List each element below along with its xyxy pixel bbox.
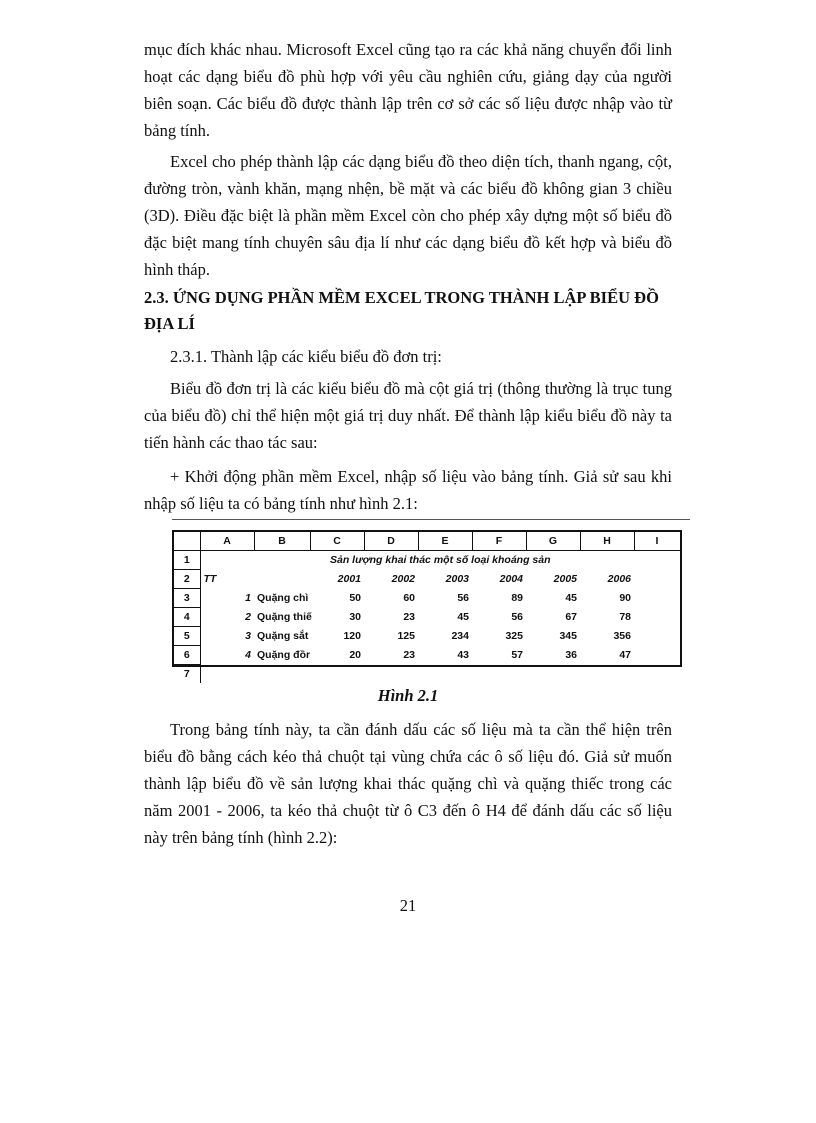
mineral-name-cell[interactable]: Quặng sắt: [257, 630, 309, 642]
value-cell[interactable]: 30: [349, 611, 361, 623]
empty-cell[interactable]: [254, 570, 310, 589]
figure-caption: Hình 2.1: [377, 686, 439, 705]
sheet-row: [174, 608, 680, 627]
page-number: 21: [399, 896, 417, 915]
row-header[interactable]: 2: [174, 570, 200, 589]
value-cell[interactable]: 78: [619, 611, 631, 623]
value-cell[interactable]: 60: [403, 592, 415, 604]
empty-cell[interactable]: [634, 627, 680, 646]
index-cell[interactable]: 4: [245, 649, 251, 661]
value-cell[interactable]: 67: [565, 611, 577, 623]
sheet-title-cell[interactable]: Sản lượng khai thác một số loại khoáng sản: [330, 554, 551, 567]
value-cell[interactable]: 56: [457, 592, 469, 604]
mineral-name-cell[interactable]: Quặng đồr: [257, 649, 311, 661]
spreadsheet-grid: [174, 532, 681, 683]
value-cell[interactable]: 356: [613, 630, 631, 642]
empty-cell[interactable]: [200, 665, 680, 684]
row-header[interactable]: 6: [174, 646, 200, 665]
value-cell[interactable]: 45: [565, 592, 577, 604]
year-cell[interactable]: 2001: [337, 573, 361, 585]
value-cell[interactable]: 36: [565, 649, 577, 661]
value-cell[interactable]: 325: [505, 630, 523, 642]
value-cell[interactable]: 45: [457, 611, 469, 623]
sheet-row: [174, 627, 680, 646]
empty-cell[interactable]: [634, 608, 680, 627]
value-cell[interactable]: 345: [559, 630, 577, 642]
paragraph-select-data: Trong bảng tính này, ta cần đánh dấu các số liệu mà ta cần thể hiện trên biểu đồ bằng cách kéo thả chuột tại vùng chứa các ô số liệu đó. Giả sử muốn thành lập biểu đồ về sản lượng khai thác quặng chì và quặng thiếc trong các năm 2001 - 2006, ta kéo thả chuột từ ô C3 đến ô H4 để đánh dấu các số liệu này trên bảng tính (hình 2.2):: [144, 720, 672, 847]
sheet-row: [174, 551, 680, 570]
sheet-row: [174, 570, 680, 589]
column-header[interactable]: G: [526, 532, 580, 551]
value-cell[interactable]: 57: [511, 649, 523, 661]
value-cell[interactable]: 89: [511, 592, 523, 604]
corner-cell: [174, 532, 200, 551]
value-cell[interactable]: 56: [511, 611, 523, 623]
empty-cell[interactable]: [634, 589, 680, 608]
value-cell[interactable]: 23: [403, 611, 415, 623]
sheet-row: [174, 589, 680, 608]
column-header[interactable]: E: [418, 532, 472, 551]
column-header[interactable]: I: [634, 532, 680, 551]
value-cell[interactable]: 120: [343, 630, 361, 642]
paragraph-excel-chart-types-intro: mục đích khác nhau. Microsoft Excel cũng tạo ra các khả năng chuyển đổi linh hoạt các dạng biểu đồ phù hợp với yêu cầu nghiên cứu, giảng dạy của người biên soạn. Các biểu đồ được thành lập trên cơ sở các số liệu được nhập vào từ bảng tính.: [144, 40, 672, 140]
value-cell[interactable]: 43: [457, 649, 469, 661]
row-header[interactable]: 1: [174, 551, 200, 570]
year-cell[interactable]: 2002: [391, 573, 415, 585]
paragraph-single-value-chart: Biểu đồ đơn trị là các kiểu biểu đồ mà cột giá trị (thông thường là trục tung của biểu đồ) chỉ thể hiện một giá trị duy nhất. Để thành lập kiểu biểu đồ này ta tiến hành các thao tác sau:: [144, 379, 672, 452]
tt-label-cell[interactable]: TT: [203, 573, 217, 585]
value-cell[interactable]: 47: [619, 649, 631, 661]
section-heading-2-3: 2.3. ỨNG DỤNG PHẦN MỀM EXCEL TRONG THÀNH LẬP BIỂU ĐỒ ĐỊA LÍ: [144, 288, 659, 333]
row-header[interactable]: 3: [174, 589, 200, 608]
value-cell[interactable]: 23: [403, 649, 415, 661]
index-cell[interactable]: 2: [245, 611, 251, 623]
column-header[interactable]: C: [310, 532, 364, 551]
index-cell[interactable]: 1: [245, 592, 251, 604]
year-cell[interactable]: 2006: [607, 573, 631, 585]
mineral-name-cell[interactable]: Quặng thiế: [257, 611, 312, 623]
sheet-row: [174, 646, 680, 665]
value-cell[interactable]: 20: [349, 649, 361, 661]
column-header[interactable]: A: [200, 532, 254, 551]
year-cell[interactable]: 2004: [499, 573, 523, 585]
year-cell[interactable]: 2005: [553, 573, 577, 585]
index-cell[interactable]: 3: [245, 630, 251, 642]
value-cell[interactable]: 90: [619, 592, 631, 604]
paragraph-chart-forms: Excel cho phép thành lập các dạng biểu đồ theo diện tích, thanh ngang, cột, đường tròn, vành khăn, mạng nhện, bề mặt và các biểu đồ không gian 3 chiều (3D). Điều đặc biệt là phần mềm Excel còn cho phép xây dựng một số biểu đồ đặc biệt mang tính chuyên sâu địa lí như các dạng biểu đồ kết hợp và biểu đồ hình tháp.: [144, 152, 672, 279]
value-cell[interactable]: 234: [451, 630, 469, 642]
subsection-heading-2-3-1: 2.3.1. Thành lập các kiểu biểu đồ đơn trị:: [170, 347, 442, 366]
figure-top-rule: [172, 519, 690, 520]
empty-cell[interactable]: [634, 570, 680, 589]
column-header[interactable]: B: [254, 532, 310, 551]
value-cell[interactable]: 125: [397, 630, 415, 642]
mineral-name-cell[interactable]: Quặng chì: [257, 592, 309, 604]
row-header[interactable]: 7: [174, 665, 200, 684]
spreadsheet-figure: [172, 530, 682, 680]
column-header[interactable]: D: [364, 532, 418, 551]
row-header[interactable]: 4: [174, 608, 200, 627]
paragraph-start-excel: + Khởi động phần mềm Excel, nhập số liệu vào bảng tính. Giả sử sau khi nhập số liệu ta có bảng tính như hình 2.1:: [144, 467, 672, 513]
year-cell[interactable]: 2003: [445, 573, 469, 585]
column-header[interactable]: H: [580, 532, 634, 551]
row-header[interactable]: 5: [174, 627, 200, 646]
value-cell[interactable]: 50: [349, 592, 361, 604]
column-header-row: [174, 532, 680, 551]
empty-cell[interactable]: [634, 646, 680, 665]
column-header[interactable]: F: [472, 532, 526, 551]
sheet-row: [174, 665, 680, 684]
